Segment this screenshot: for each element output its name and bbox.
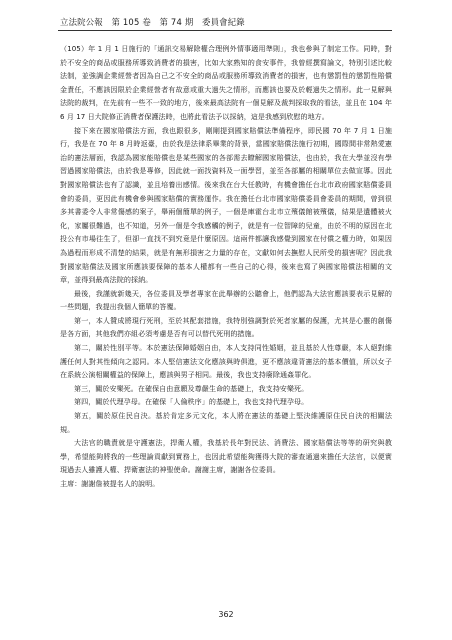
paragraph-8: 第五，關於原住民自決。基於肯定多元文化，本人將在憲法的基礎上堅決維護原住民自決的相關法規。 xyxy=(60,411,392,434)
gazette-header: 立法院公報 第 105 卷 第 74 期 委員會紀錄 xyxy=(60,17,245,27)
paragraph-4: 第一，本人贊成將現行死刑，至於其配套措施，我特別強調對於死者家屬的保護，尤其是心靈的創傷是各方面，其他我們亦組必須考慮是否有可以替代死刑的措施。 xyxy=(60,315,392,339)
paragraph-2: 接下來在國家賠償法方面，我也跟很多，剛剛提到國家賠償法準備程序，即民國 70 年 7 月 1 日施行，我是在 70 年 8 月時返臺，由於我是法律系畢業的背景，當國家賠償法施行初期，國際間非常熱愛憲治的憲法層面，我認為國家能賠償也是某些國家的各部需去瞭解國家賠償法，也由於，我在大學並沒有學習過國家賠償法，由於我是專修，因此就一面找資料及一面學習，並至各部屬的相關單位去做宣導。因此對國家賠償法也有了認識，並且培養出感情。後來我在台大任教時，有機會擔任台北市政府國家賠償委員會的委員，更因此有機會參與國家賠償的實務運作。我在擔任台北市國家賠償委員會委員的期間，曾到很多其書委令人非常傷感的案子，舉兩個簡單的例子，一個是庫霍台北市立殯儀館被殯儀，結果是遺體被火化，家屬很難過，也不知道，另外一個是令我感觸的例子，就是有一位智障的兒童，由於不明的原因在北投公有市場往生了，但卻一直找不到究竟是什麼原因。這兩件都讓我感覺到國家在付償之權力時，如果因為過程而形成不清楚的結果，就是有無形損害之力量的存在，文獻如何去撫慰人民所受的損害呢？因此我對國家賠償法及國家所應該要保障的基本人權都有一些自己的心得，後來也寫了與國家賠償法相關的文章，並得到最高法院的採納。 xyxy=(60,125,392,285)
paragraph-9: 大法官的職責就是守護憲法，捍衛人權，我基於長年對民法、消費法、國家賠償法等等的研究與教學，希望能夠將我的一些理論貢獻到實務上，也因此希望能夠獲得大院的審查通過來擔任大法官，以便實現過去人雖護人權、捍衛憲法的神聖使命。謝謝主席，謝謝各位委員。 xyxy=(60,438,392,475)
paragraph-1: （105）年 1 月 1 日施行的「通訊交易解除權合理例外情事適用準則」，我也參與了制定工作。同時，對於不安全的商品或服務所導致消費者的損害，比如大家熟知的食安事件，我曾經撰寫論文，特別引述比較法制，並強調企業經營者因為自己之不安全的商品或服務所導致消費者的損害，也有懲罰性的懲罰性賠償金責任，不應該因限於企業經營者有故意或重大過失之情形，而應該也要及於輕過失之情形。此一見解與法院的裁判，在先前有一些不一致的地方，後來最高法院有一個見解及裁判採取我的看法，並且在 104 年 6 月 17 日大院修正消費者保護法時，也將此看法予以採納，這是我感到欣慰的地方。 xyxy=(60,44,392,121)
paragraph-7: 第四，關於代理孕母。在確保「人倫秩序」的基礎上，我也支持代理孕母。 xyxy=(74,397,309,407)
chair-remark: 主席：謝謝詹被提名人的說明。 xyxy=(60,479,160,488)
page-number: 362 xyxy=(218,610,234,619)
paragraph-6: 第三，關於安樂死。在確保自由意願及尊嚴生命的基礎上，我支持安樂死。 xyxy=(74,383,309,393)
paragraph-3: 最後，我謹就新幾天，各位委員及學者專家在此舉辦的公聽會上，他們認為大法官應該要表示見解的一些問題，我提出我個人簡單的答覆。 xyxy=(60,288,392,312)
paragraph-5: 第二，關於性別平等。本於憲法保障婚姻自由，本人支持同性婚姻，並且基於人性尊嚴，本人絕對維護任何人對其性傾向之認同。本人堅信憲法文化應該與時俱進，更不應該違背憲法的基本價值，所以女子在系統公演相關權益的保障上，應該與男子相同。最後，我也支持廢除通姦罪化。 xyxy=(60,343,392,380)
document-body xyxy=(60,42,392,491)
header-rule xyxy=(58,30,392,31)
